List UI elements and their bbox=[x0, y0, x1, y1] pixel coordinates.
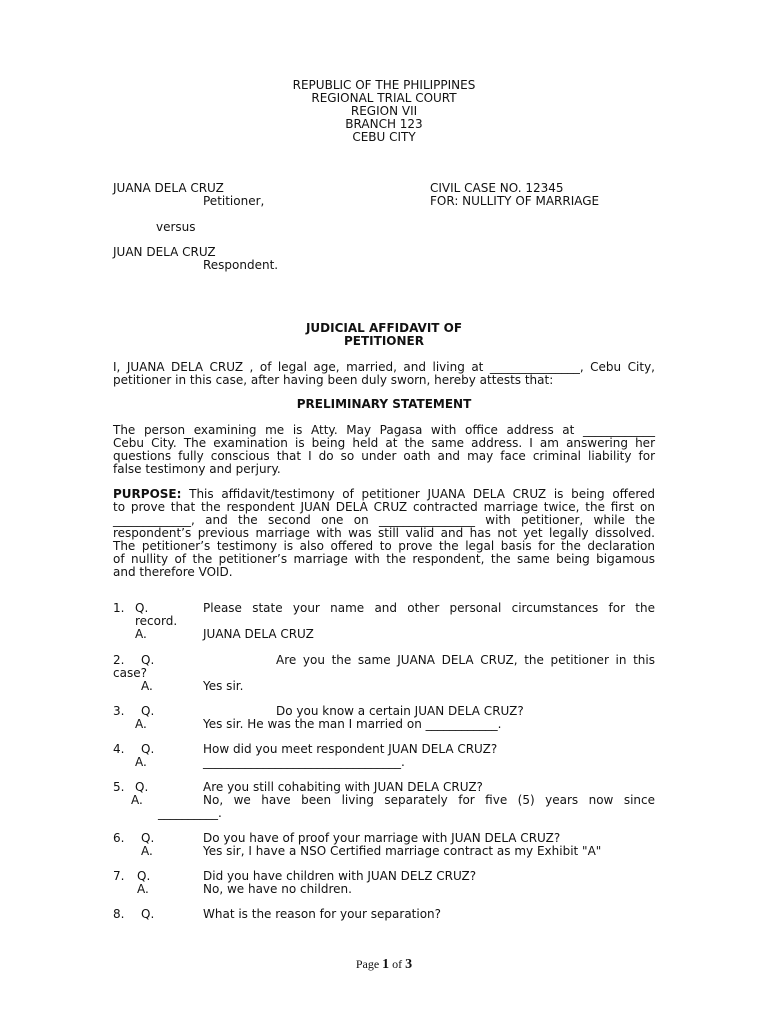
paragraph-line: _____________, and the second one on ________________ with petitioner, while the bbox=[113, 513, 655, 527]
qa-a-label: A. bbox=[141, 844, 153, 858]
qa-a-label: A. bbox=[135, 755, 147, 769]
qa-number: 6. bbox=[113, 831, 125, 845]
header-region: REGION VII bbox=[350, 104, 418, 118]
page-footer bbox=[0, 958, 768, 971]
qa-number: 8. bbox=[113, 907, 125, 921]
header-branch: BRANCH 123 bbox=[345, 117, 423, 131]
header-court: REGIONAL TRIAL COURT bbox=[311, 91, 457, 105]
qa-answer: Yes sir, I have a NSO Certified marriage contract as my Exhibit "A" bbox=[203, 844, 602, 858]
qa-question: Do you know a certain JUAN DELA CRUZ? bbox=[276, 704, 524, 718]
qa-number: 7. bbox=[113, 869, 125, 883]
qa-q-label: Q. bbox=[141, 831, 155, 845]
of-label: of bbox=[392, 957, 403, 971]
qa-question-cont: case? bbox=[113, 666, 147, 680]
qa-a-label: A. bbox=[135, 627, 147, 641]
header-republic: REPUBLIC OF THE PHILIPPINES bbox=[292, 78, 476, 92]
qa-a-label: A. bbox=[131, 793, 143, 807]
qa-number: 5. bbox=[113, 780, 125, 794]
paragraph-line: Cebu City. The examination is being held at the same address. I am answering her bbox=[113, 436, 655, 450]
page-label: Page bbox=[355, 957, 380, 971]
qa-q-label: Q. bbox=[135, 780, 149, 794]
qa-question: Please state your name and other personal circumstances for the bbox=[203, 601, 655, 615]
qa-question: Are you still cohabiting with JUAN DELA CRUZ? bbox=[203, 780, 483, 794]
qa-number: 2. bbox=[113, 653, 125, 667]
paragraph-line: to prove that the respondent JUAN DELA CRUZ contracted marriage twice, the first on bbox=[113, 500, 655, 514]
qa-answer: Yes sir. He was the man I married on ____________. bbox=[203, 717, 502, 731]
petitioner-role: Petitioner, bbox=[203, 194, 265, 208]
qa-question: Do you have of proof your marriage with JUAN DELA CRUZ? bbox=[203, 831, 561, 845]
qa-answer: No, we have been living separately for five (5) years now since bbox=[203, 793, 655, 807]
qa-number: 1. bbox=[113, 601, 125, 615]
preliminary-heading: PRELIMINARY STATEMENT bbox=[296, 397, 472, 411]
qa-question-cont: record. bbox=[135, 614, 178, 628]
paragraph-line: The petitioner’s testimony is also offered to prove the legal basis for the declaration bbox=[113, 539, 655, 553]
intro-line: petitioner in this case, after having been duly sworn, hereby attests that: bbox=[113, 373, 554, 387]
qa-q-label: Q. bbox=[135, 601, 149, 615]
case-nature: FOR: NULLITY OF MARRIAGE bbox=[430, 194, 600, 208]
document-subtitle: PETITIONER bbox=[344, 334, 424, 348]
intro-line: I, JUANA DELA CRUZ , of legal age, married, and living at _______________, Cebu City, bbox=[113, 360, 655, 374]
paragraph-line: of nullity of the petitioner’s marriage with the respondent, the same being bigamous bbox=[113, 552, 655, 566]
paragraph-line: respondent’s previous marriage with was still valid and has not yet legally dissolved. bbox=[113, 526, 655, 540]
total-pages: 3 bbox=[405, 957, 413, 972]
paragraph-line: questions fully conscious that I do so under oath and may face criminal liability for bbox=[113, 449, 655, 463]
qa-q-label: Q. bbox=[141, 907, 155, 921]
qa-q-label: Q. bbox=[141, 742, 155, 756]
qa-a-label: A. bbox=[135, 717, 147, 731]
case-number: CIVIL CASE NO. 12345 bbox=[430, 181, 564, 195]
purpose-text: This affidavit/testimony of petitioner JUANA DELA CRUZ is being offered bbox=[181, 487, 655, 501]
qa-q-label: Q. bbox=[141, 704, 155, 718]
purpose-label: PURPOSE: bbox=[113, 487, 182, 501]
qa-answer-cont: __________. bbox=[158, 806, 222, 820]
qa-answer: Yes sir. bbox=[203, 679, 244, 693]
petitioner-name: JUANA DELA CRUZ bbox=[113, 181, 224, 195]
paragraph-line: false testimony and perjury. bbox=[113, 462, 281, 476]
qa-a-label: A. bbox=[137, 882, 149, 896]
qa-a-label: A. bbox=[141, 679, 153, 693]
versus-label: versus bbox=[156, 220, 196, 234]
intro-paragraph bbox=[113, 361, 655, 387]
qa-question: Did you have children with JUAN DELZ CRUZ? bbox=[203, 869, 477, 883]
purpose-paragraph bbox=[113, 488, 655, 579]
qa-question: Are you the same JUANA DELA CRUZ, the petitioner in this bbox=[276, 653, 655, 667]
qa-q-label: Q. bbox=[137, 869, 151, 883]
respondent-name: JUAN DELA CRUZ bbox=[113, 245, 216, 259]
document-title: JUDICIAL AFFIDAVIT OF bbox=[305, 321, 463, 335]
qa-answer: JUANA DELA CRUZ bbox=[203, 627, 314, 641]
qa-number: 3. bbox=[113, 704, 125, 718]
qa-answer: _________________________________. bbox=[203, 755, 405, 769]
respondent-role: Respondent. bbox=[203, 258, 279, 272]
paragraph-line: and therefore VOID. bbox=[113, 565, 233, 579]
header-city: CEBU CITY bbox=[352, 130, 416, 144]
qa-question: What is the reason for your separation? bbox=[203, 907, 442, 921]
page-number: 1 bbox=[382, 957, 390, 972]
paragraph-line: The person examining me is Atty. May Pagasa with office address at ____________ bbox=[113, 423, 655, 437]
qa-q-label: Q. bbox=[141, 653, 155, 667]
preliminary-paragraph bbox=[113, 424, 655, 476]
qa-number: 4. bbox=[113, 742, 125, 756]
qa-question: How did you meet respondent JUAN DELA CRUZ? bbox=[203, 742, 498, 756]
qa-answer: No, we have no children. bbox=[203, 882, 352, 896]
